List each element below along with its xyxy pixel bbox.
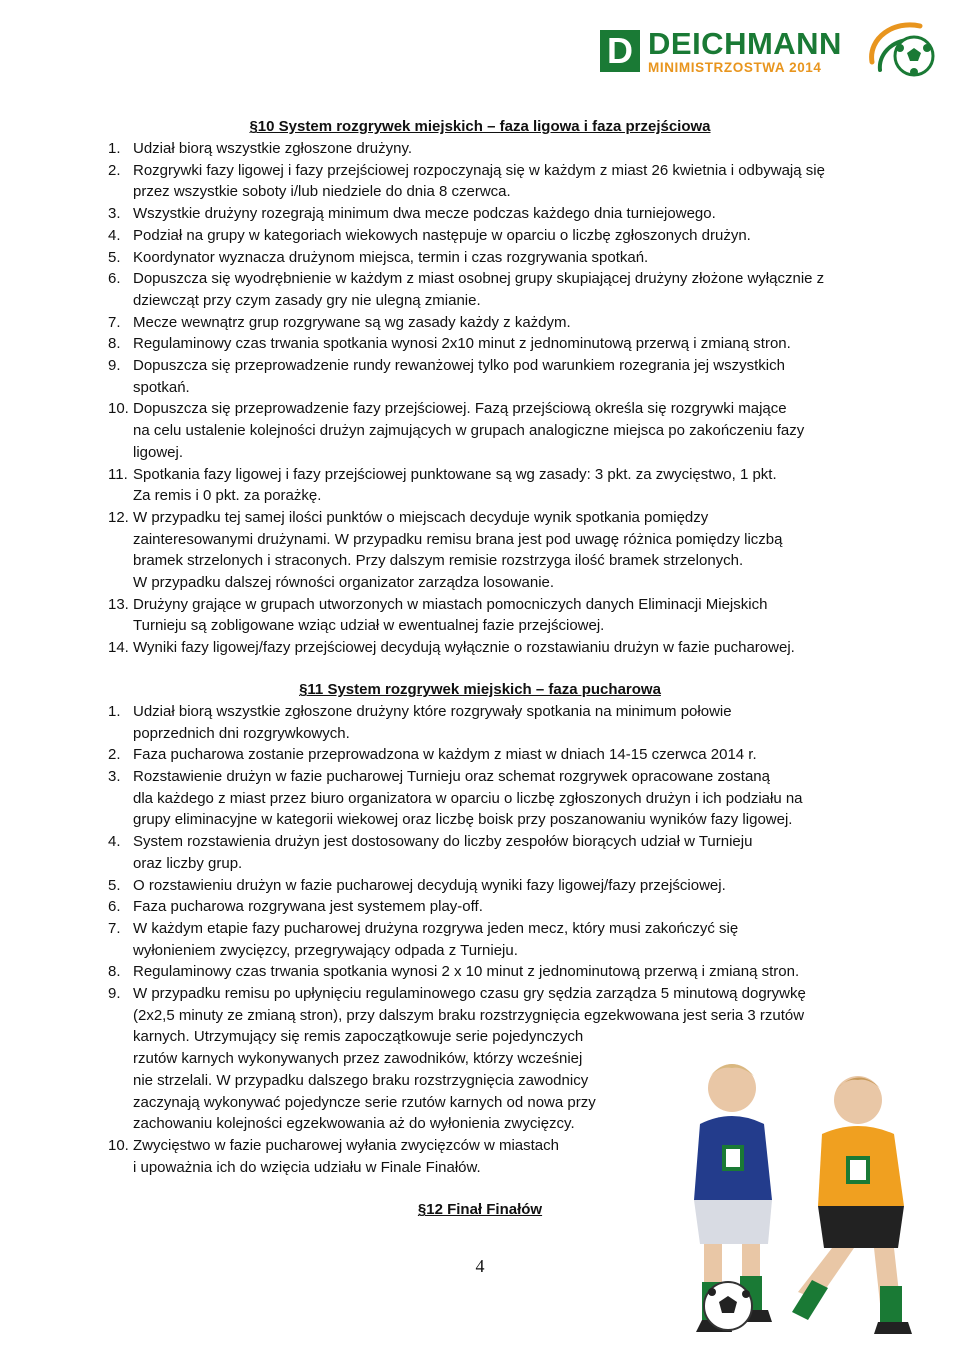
list-item-number: 10. [108, 400, 129, 418]
list-item-line: karnych. Utrzymujący się remis zapoczątkowuje serie pojedynczych [133, 1028, 584, 1046]
list-item-number: 6. [108, 898, 121, 916]
list-item-line: System rozstawienia drużyn jest dostosowany do liczby zespołów biorących udział w Turnieju [133, 833, 753, 851]
list-item-number: 3. [108, 768, 121, 786]
list-item-line: W przypadku tej samej ilości punktów o miejscach decyduje wynik spotkania pomiędzy [133, 508, 709, 526]
list-item-number: 14. [108, 639, 129, 657]
section-12-heading-text: §12 Finał Finałów [417, 1201, 543, 1218]
list-item-line: dziewcząt przy czym zasady gry nie ulegną zmianie. [133, 291, 481, 309]
list-item-line: Mecze wewnątrz grup rozgrywane są wg zasady każdy z każdym. [133, 313, 571, 331]
list-item-line: oraz liczby grup. [133, 854, 243, 872]
list-item-line: zainteresowanymi drużynami. W przypadku remisu brana jest pod uwagę różnica pomiędzy liczbą [133, 530, 783, 548]
list-item-line: Regulaminowy czas trwania spotkania wynosi 2 x 10 minut z jednominutową przerwą i zmianą stron. [133, 963, 800, 981]
list-item-number: 2. [108, 746, 121, 764]
list-item-line: Dopuszcza się wyodrębnienie w każdym z miast osobnej grupy skupiającej drużyny złożone wyłącznie z [133, 270, 825, 288]
list-item-line: i upoważnia ich do wzięcia udziału w Finale Finałów. [133, 1158, 481, 1176]
list-item-line: O rozstawieniu drużyn w fazie pucharowej decydują wyniki fazy ligowej/fazy przejściowej. [133, 876, 726, 894]
list-item-line: poprzednich dni rozgrywkowych. [133, 724, 350, 742]
page-number: 4 [475, 1256, 485, 1276]
list-item-line: grupy eliminacyjne w kategorii wiekowej oraz liczbę boisk przy poszanowaniu wyników fazy ligowej. [133, 811, 793, 829]
list-item-line: wyłonieniem zwycięzcy, przegrywający odpada z Turnieju. [133, 941, 518, 959]
list-item-number: 12. [108, 508, 129, 526]
list-item-number: 8. [108, 335, 121, 353]
logo-tagline: MINIMISTRZOSTWA 2014 [648, 60, 822, 75]
list-item-line: dla każdego z miast przez biuro organizatora w oparciu o liczbę zgłoszonych drużyn i ich podziału na [133, 789, 803, 807]
list-item-line: na celu ustalenie kolejności drużyn zajmujących w grupach analogiczne miejsca po zakończeniu fazy [133, 422, 805, 440]
list-item-number: 7. [108, 313, 121, 331]
deichmann-logo [598, 18, 938, 82]
list-item-number: 10. [108, 1137, 129, 1154]
list-item-line: spotkań. [133, 378, 190, 396]
list-item-number: 2. [108, 161, 121, 179]
list-item-line: przez wszystkie soboty i/lub niedziele do dnia 8 czerwca. [133, 183, 511, 201]
list-item-line: Rozgrywki fazy ligowej i fazy przejściowej rozpoczynają się w każdym z miast 26 kwietnia i odbywają się [133, 161, 825, 179]
list-item-number: 3. [108, 205, 121, 223]
list-item-number: 6. [108, 270, 121, 288]
list-item-line: Zwycięstwo w fazie pucharowej wyłania zwycięzców w miastach [133, 1137, 559, 1154]
list-item-line: Drużyny grające w grupach utworzonych w miastach pomocniczych danych Eliminacji Miejskich [133, 595, 768, 613]
list-item-line: Dopuszcza się przeprowadzenie rundy rewanżowej tylko pod warunkiem rozegrania jej wszystkich [133, 357, 785, 374]
list-item-line: nie strzelali. W przypadku dalszego braku rozstrzygnięcia zawodnicy [133, 1071, 589, 1089]
list-item-line: Rozstawienie drużyn w fazie pucharowej Turnieju oraz schemat rozgrywek opracowane zostaną [133, 768, 770, 786]
list-item-line: Za remis i 0 pkt. za porażkę. [133, 487, 322, 505]
list-item-number: 8. [108, 963, 121, 981]
list-item-line: Podział na grupy w kategoriach wiekowych następuje w oparciu o liczbę zgłoszonych drużyn. [133, 226, 751, 244]
section-11-heading [0, 679, 960, 701]
list-item-line: zaczynają wykonywać pojedyncze serie rzutów karnych od nowa przy [133, 1093, 596, 1111]
section-11-heading-text: §11 System rozgrywek miejskich – faza pucharowa [299, 681, 661, 698]
list-item-line: ligowej. [133, 443, 184, 461]
list-item-line: Faza pucharowa rozgrywana jest systemem play-off. [133, 898, 483, 916]
list-item-number: 5. [108, 248, 121, 266]
kids-football-photo [622, 1030, 922, 1352]
list-item-number: 4. [108, 833, 121, 851]
list-item-line: W każdym etapie fazy pucharowej drużyna rozgrywa jeden mecz, który musi zakończyć się [133, 920, 739, 937]
logo-brand-name: DEICHMANN [648, 26, 842, 61]
list-item-number: 7. [108, 920, 121, 937]
list-item-line: Faza pucharowa zostanie przeprowadzona w każdym z miast w dniach 14-15 czerwca 2014 r. [133, 746, 757, 764]
list-item-number: 9. [108, 985, 121, 1003]
football-icon [864, 18, 936, 82]
list-item-number: 9. [108, 357, 121, 374]
list-item-line: rzutów karnych wykonywanych przez zawodników, którzy wcześniej [133, 1050, 583, 1068]
list-item-line: W przypadku dalszej równości organizator zarządza losowanie. [133, 573, 555, 591]
list-item-line: Regulaminowy czas trwania spotkania wynosi 2x10 minut z jednominutową przerwą i zmianą stron. [133, 335, 791, 353]
list-item-line: Udział biorą wszystkie zgłoszone drużyny które rozgrywały spotkania na minimum połowie [133, 703, 732, 720]
list-item-line: W przypadku remisu po upłynięciu regulaminowego czasu gry sędzia zarządza 5 minutową dogrywkę [133, 985, 806, 1003]
logo-d-mark: D [600, 30, 640, 72]
section-10-heading-text: §10 System rozgrywek miejskich – faza ligowa i faza przejściowa [249, 118, 711, 135]
list-item-number: 5. [108, 876, 121, 894]
list-item-line: Udział biorą wszystkie zgłoszone drużyny. [133, 140, 413, 157]
list-item-number: 11. [108, 465, 128, 483]
list-item-number: 1. [108, 140, 121, 157]
list-item-line: (2x2,5 minuty ze zmianą stron), przy dalszym braku rozstrzygnięcia egzekwowana jest seria 3 rzutów [133, 1006, 805, 1024]
list-item-line: Dopuszcza się przeprowadzenie fazy przejściowej. Fazą przejściową określa się rozgrywki mające [133, 400, 787, 418]
list-item-line: Wszystkie drużyny rozegrają minimum dwa mecze podczas każdego dnia turniejowego. [133, 205, 716, 223]
list-item-number: 4. [108, 226, 121, 244]
list-item-line: bramek strzelonych i straconych. Przy dalszym remisie rozstrzyga ilość bramek strzelonych. [133, 552, 744, 570]
list-item-line: Spotkania fazy ligowej i fazy przejściowej punktowane są wg zasady: 3 pkt. za zwycięstwo, 1 pkt. [133, 465, 777, 483]
list-item-line: Koordynator wyznacza drużynom miejsca, termin i czas rozgrywania spotkań. [133, 248, 649, 266]
list-item-number: 13. [108, 595, 129, 613]
section-10-heading [0, 116, 960, 138]
list-item-number: 1. [108, 703, 121, 720]
list-item-line: zachowaniu kolejności egzekwowania aż do wyłonienia zwycięzcy. [133, 1115, 575, 1133]
list-item-line: Turnieju są zobligowane wziąc udział w ewentualnej fazie przejściowej. [133, 617, 605, 635]
list-item-line: Wyniki fazy ligowej/fazy przejściowej decydują wyłącznie o rozstawianiu drużyn w fazie pucharowej. [133, 639, 795, 657]
section-12-heading [0, 1199, 960, 1221]
